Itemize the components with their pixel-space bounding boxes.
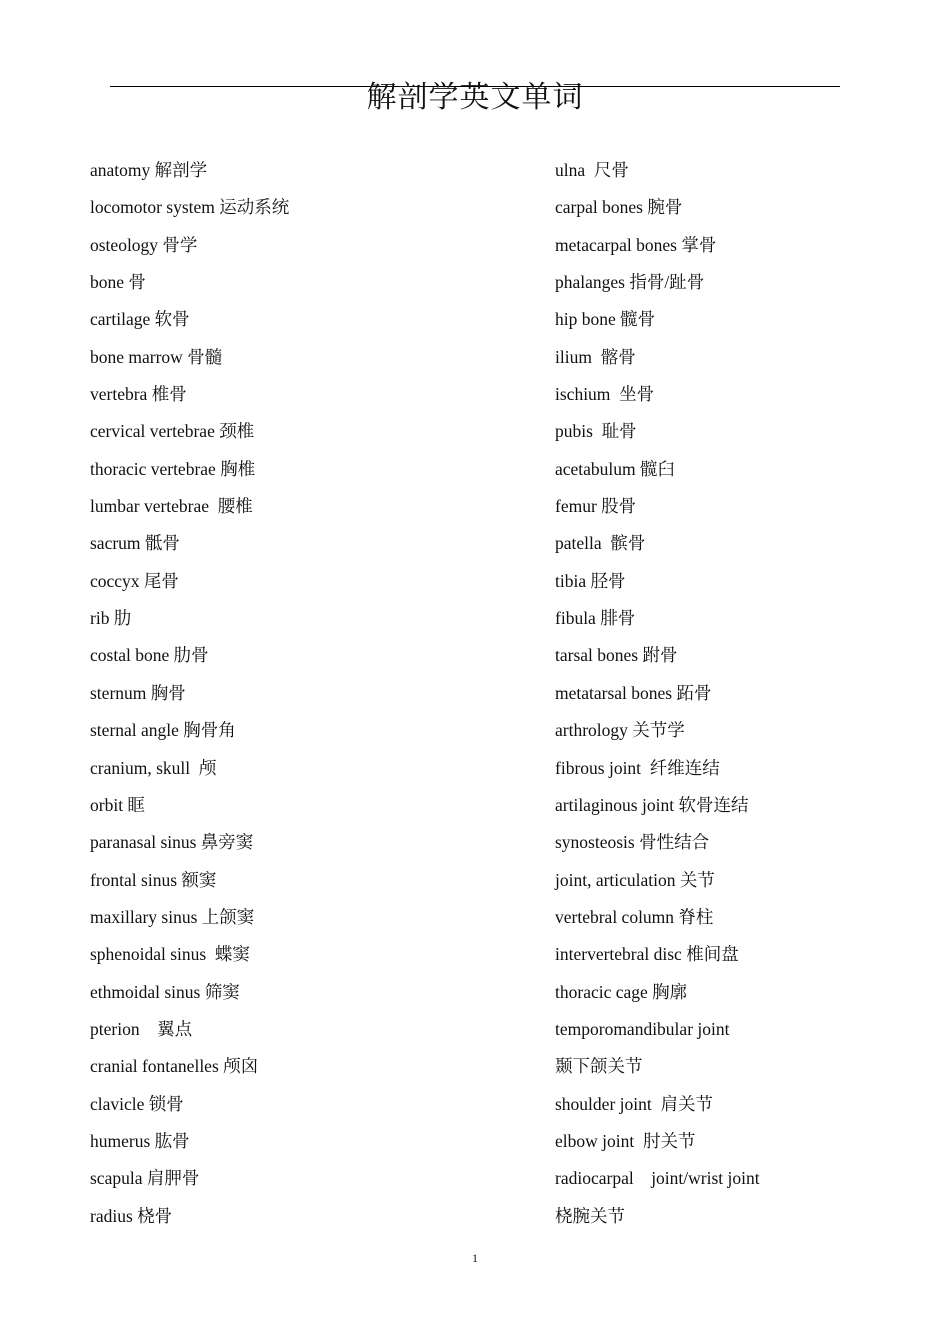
vocab-entry: costal bone 肋骨 <box>90 645 209 666</box>
vocab-entry: bone 骨 <box>90 272 146 293</box>
vocab-entry: tarsal bones 跗骨 <box>555 645 678 666</box>
vocab-entry: ischium 坐骨 <box>555 384 655 405</box>
vocab-entry: sternal angle 胸骨角 <box>90 720 236 741</box>
vocab-entry: thoracic vertebrae 胸椎 <box>90 458 256 479</box>
vocab-entry: clavicle 锁骨 <box>90 1093 184 1114</box>
vocab-entry: joint, articulation 关节 <box>555 869 715 890</box>
vocab-entry: lumbar vertebrae 腰椎 <box>90 496 253 517</box>
vocabulary-column-left <box>90 152 510 1235</box>
vocab-entry: shoulder joint 肩关节 <box>555 1093 713 1114</box>
page-number: 1 <box>472 1251 478 1265</box>
vocab-entry: osteology 骨学 <box>90 234 198 255</box>
page-title: 解剖学英文单词 <box>366 81 584 114</box>
vocab-entry: femur 股骨 <box>555 496 637 517</box>
vocab-entry: paranasal sinus 鼻旁窦 <box>90 832 254 853</box>
vocab-entry: radius 桡骨 <box>90 1205 173 1226</box>
vocab-entry: carpal bones 腕骨 <box>555 197 683 218</box>
vocab-entry: ethmoidal sinus 筛窦 <box>90 981 240 1002</box>
vocab-entry: vertebra 椎骨 <box>90 384 187 405</box>
vocab-entry: elbow joint 肘关节 <box>555 1130 696 1151</box>
vocab-entry: bone marrow 骨髓 <box>90 346 223 367</box>
vocab-entry: temporomandibular joint <box>555 1018 730 1039</box>
vocab-entry: metatarsal bones 跖骨 <box>555 682 712 703</box>
vocab-entry: arthrology 关节学 <box>555 720 685 741</box>
vocab-entry: 颞下颌关节 <box>555 1056 643 1077</box>
vocab-entry: ilium 髂骨 <box>555 346 636 367</box>
vocab-entry: metacarpal bones 掌骨 <box>555 234 717 255</box>
vocab-entry: locomotor system 运动系统 <box>90 197 290 218</box>
vocab-entry: cervical vertebrae 颈椎 <box>90 421 255 442</box>
vocab-entry: sternum 胸骨 <box>90 682 186 703</box>
vocab-entry: orbit 眶 <box>90 794 145 815</box>
vocab-entry: cranial fontanelles 颅囟 <box>90 1056 259 1077</box>
vocab-entry: radiocarpal joint/wrist joint <box>555 1168 760 1189</box>
vocab-entry: maxillary sinus 上颌窦 <box>90 906 255 927</box>
vocab-entry: fibrous joint 纤维连结 <box>555 757 720 778</box>
vocab-entry: patella 髌骨 <box>555 533 646 554</box>
vocab-entry: frontal sinus 额窦 <box>90 869 217 890</box>
vocab-entry: humerus 肱骨 <box>90 1130 190 1151</box>
vocab-entry: cartilage 软骨 <box>90 309 190 330</box>
vocab-entry: 桡腕关节 <box>555 1205 625 1226</box>
vocab-entry: ulna 尺骨 <box>555 160 629 180</box>
vocabulary-column-right <box>555 152 895 1235</box>
vocab-entry: sacrum 骶骨 <box>90 533 180 554</box>
vocab-entry: pterion 翼点 <box>90 1018 193 1039</box>
vocab-entry: phalanges 指骨/趾骨 <box>555 272 705 293</box>
vocab-entry: intervertebral disc 椎间盘 <box>555 944 739 965</box>
vocab-entry: synosteosis 骨性结合 <box>555 832 710 853</box>
vocab-entry: acetabulum 髋臼 <box>555 458 676 479</box>
vocab-entry: tibia 胫骨 <box>555 570 626 591</box>
vocab-entry: rib 肋 <box>90 608 132 629</box>
vocab-entry: thoracic cage 胸廓 <box>555 981 688 1002</box>
vocab-entry: coccyx 尾骨 <box>90 570 179 591</box>
vocab-entry: cranium, skull 颅 <box>90 757 217 778</box>
vocab-entry: fibula 腓骨 <box>555 608 636 629</box>
vocab-entry: vertebral column 脊柱 <box>555 906 714 927</box>
vocab-entry: sphenoidal sinus 蝶窦 <box>90 944 250 965</box>
vocab-entry: pubis 耻骨 <box>555 421 637 442</box>
vocab-entry: artilaginous joint 软骨连结 <box>555 794 749 815</box>
vocab-entry: anatomy 解剖学 <box>90 160 208 180</box>
vocab-entry: hip bone 髋骨 <box>555 309 656 330</box>
vocab-entry: scapula 肩胛骨 <box>90 1168 200 1189</box>
